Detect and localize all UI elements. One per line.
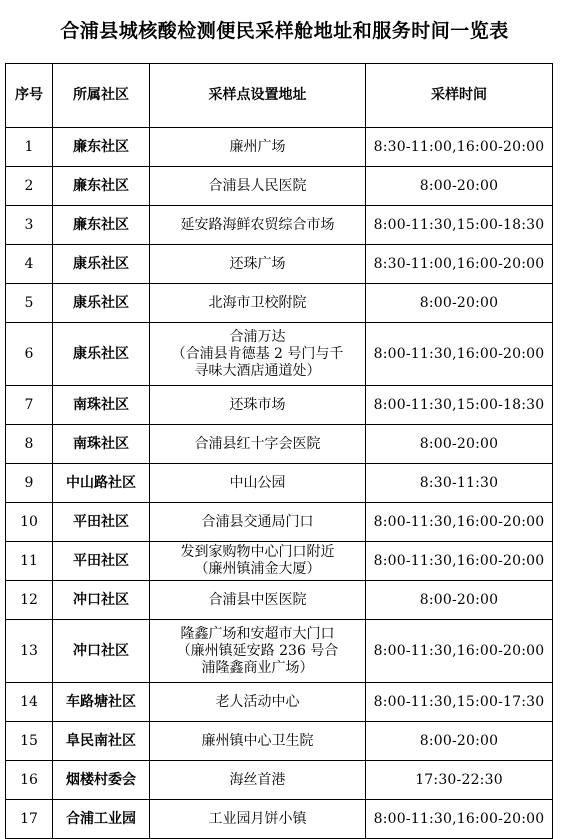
cell-community: 合浦工业园 <box>53 800 150 839</box>
cell-address <box>150 167 366 206</box>
table-row <box>6 206 553 245</box>
table-row <box>6 683 553 722</box>
cell-address <box>150 722 366 761</box>
cell-community: 廉东社区 <box>53 167 150 206</box>
cell-community: 中山路社区 <box>53 464 150 503</box>
cell-time: 8:00-11:30,16:00-20:00 <box>366 323 553 386</box>
cell-community: 康乐社区 <box>53 284 150 323</box>
cell-seq: 11 <box>6 542 53 581</box>
table-row <box>6 761 553 800</box>
cell-seq: 15 <box>6 722 53 761</box>
cell-seq: 10 <box>6 503 53 542</box>
cell-time: 8:00-11:30,15:00-17:30 <box>366 683 553 722</box>
address-line: （合浦县肯德基 2 号门与千 <box>171 345 344 362</box>
table-row <box>6 503 553 542</box>
address-line: （廉州镇浦金大厦） <box>194 561 321 577</box>
address-line: 寻味大酒店通道处） <box>194 362 321 379</box>
cell-community: 平田社区 <box>53 503 150 542</box>
address-line: 海丝首港 <box>229 771 286 788</box>
address-line: 发到家购物中心门口附近 <box>180 544 335 560</box>
address-line: 合浦万达 <box>229 328 286 345</box>
table-row <box>6 542 553 581</box>
address-line: 廉州镇中心卫生院 <box>201 732 314 749</box>
cell-address <box>150 683 366 722</box>
cell-time: 8:30-11:00,16:00-20:00 <box>366 245 553 284</box>
cell-seq: 4 <box>6 245 53 284</box>
cell-community: 廉东社区 <box>53 206 150 245</box>
address-line: 老人活动中心 <box>215 693 300 710</box>
header-address: 采样点设置地址 <box>150 64 366 128</box>
address-line: 合浦县红十字会医院 <box>194 435 321 452</box>
cell-time: 8:00-11:30,16:00-20:00 <box>366 503 553 542</box>
cell-community: 廉东社区 <box>53 128 150 167</box>
cell-address <box>150 425 366 464</box>
cell-time: 8:00-20:00 <box>366 167 553 206</box>
cell-community: 平田社区 <box>53 542 150 581</box>
cell-community: 阜民南社区 <box>53 722 150 761</box>
header-time: 采样时间 <box>366 64 553 128</box>
cell-community: 冲口社区 <box>53 620 150 683</box>
cell-time: 8:30-11:00,16:00-20:00 <box>366 128 553 167</box>
cell-address <box>150 800 366 839</box>
address-line: 廉州广场 <box>229 138 286 155</box>
cell-address <box>150 542 366 581</box>
cell-time: 8:00-20:00 <box>366 425 553 464</box>
cell-time: 8:00-20:00 <box>366 722 553 761</box>
cell-address <box>150 503 366 542</box>
cell-address <box>150 620 366 683</box>
cell-address <box>150 284 366 323</box>
cell-seq: 12 <box>6 581 53 620</box>
address-line: 合浦县人民医院 <box>208 177 307 194</box>
cell-community: 康乐社区 <box>53 245 150 284</box>
address-line: 工业园月饼小镇 <box>208 810 307 827</box>
address-line: 隆鑫广场和安超市大门口 <box>180 625 335 642</box>
address-line: 浦隆鑫商业广场） <box>201 659 314 676</box>
cell-address <box>150 581 366 620</box>
cell-seq: 7 <box>6 386 53 425</box>
page-title: 合浦县城核酸检测便民采样舱地址和服务时间一览表 <box>60 20 509 42</box>
address-line: 中山公园 <box>229 474 286 491</box>
cell-address <box>150 206 366 245</box>
table-row <box>6 245 553 284</box>
cell-community: 南珠社区 <box>53 386 150 425</box>
cell-address <box>150 245 366 284</box>
cell-community: 冲口社区 <box>53 581 150 620</box>
cell-address <box>150 761 366 800</box>
cell-time: 8:00-11:30,16:00-20:00 <box>366 620 553 683</box>
table-body <box>6 128 553 839</box>
cell-time: 8:00-20:00 <box>366 581 553 620</box>
table-row <box>6 167 553 206</box>
address-line: 合浦县交通局门口 <box>201 513 314 530</box>
cell-time: 8:00-20:00 <box>366 284 553 323</box>
table-row <box>6 722 553 761</box>
table-row <box>6 620 553 683</box>
cell-time: 8:00-11:30,16:00-20:00 <box>366 542 553 581</box>
address-line: 还珠广场 <box>229 255 286 272</box>
cell-community: 烟楼村委会 <box>53 761 150 800</box>
cell-community: 南珠社区 <box>53 425 150 464</box>
address-line: 合浦县中医医院 <box>208 591 307 608</box>
table-row <box>6 128 553 167</box>
cell-time: 17:30-22:30 <box>366 761 553 800</box>
table-row <box>6 425 553 464</box>
address-line: 还珠市场 <box>229 396 286 413</box>
cell-address <box>150 464 366 503</box>
address-line: 延安路海鲜农贸综合市场 <box>180 216 335 233</box>
cell-seq: 16 <box>6 761 53 800</box>
table-row <box>6 464 553 503</box>
cell-address <box>150 128 366 167</box>
table-header-row <box>6 64 553 128</box>
cell-address <box>150 386 366 425</box>
table-row <box>6 386 553 425</box>
sampling-sites-table <box>5 63 553 839</box>
cell-seq: 5 <box>6 284 53 323</box>
cell-seq: 3 <box>6 206 53 245</box>
table-row <box>6 323 553 386</box>
cell-seq: 14 <box>6 683 53 722</box>
cell-seq: 8 <box>6 425 53 464</box>
header-community: 所属社区 <box>53 64 150 128</box>
table-row <box>6 284 553 323</box>
address-line: 北海市卫校附院 <box>208 294 307 311</box>
cell-time: 8:30-11:30 <box>366 464 553 503</box>
cell-seq: 9 <box>6 464 53 503</box>
header-seq: 序号 <box>6 64 53 128</box>
cell-seq: 1 <box>6 128 53 167</box>
cell-community: 车路塘社区 <box>53 683 150 722</box>
cell-seq: 13 <box>6 620 53 683</box>
cell-address <box>150 323 366 386</box>
cell-time: 8:00-11:30,16:00-20:00 <box>366 800 553 839</box>
address-line: （廉州镇延安路 236 号合 <box>176 642 339 659</box>
table-row <box>6 581 553 620</box>
cell-time: 8:00-11:30,15:00-18:30 <box>366 386 553 425</box>
cell-seq: 2 <box>6 167 53 206</box>
cell-seq: 6 <box>6 323 53 386</box>
cell-community: 康乐社区 <box>53 323 150 386</box>
cell-time: 8:00-11:30,15:00-18:30 <box>366 206 553 245</box>
table-row <box>6 800 553 839</box>
cell-seq: 17 <box>6 800 53 839</box>
